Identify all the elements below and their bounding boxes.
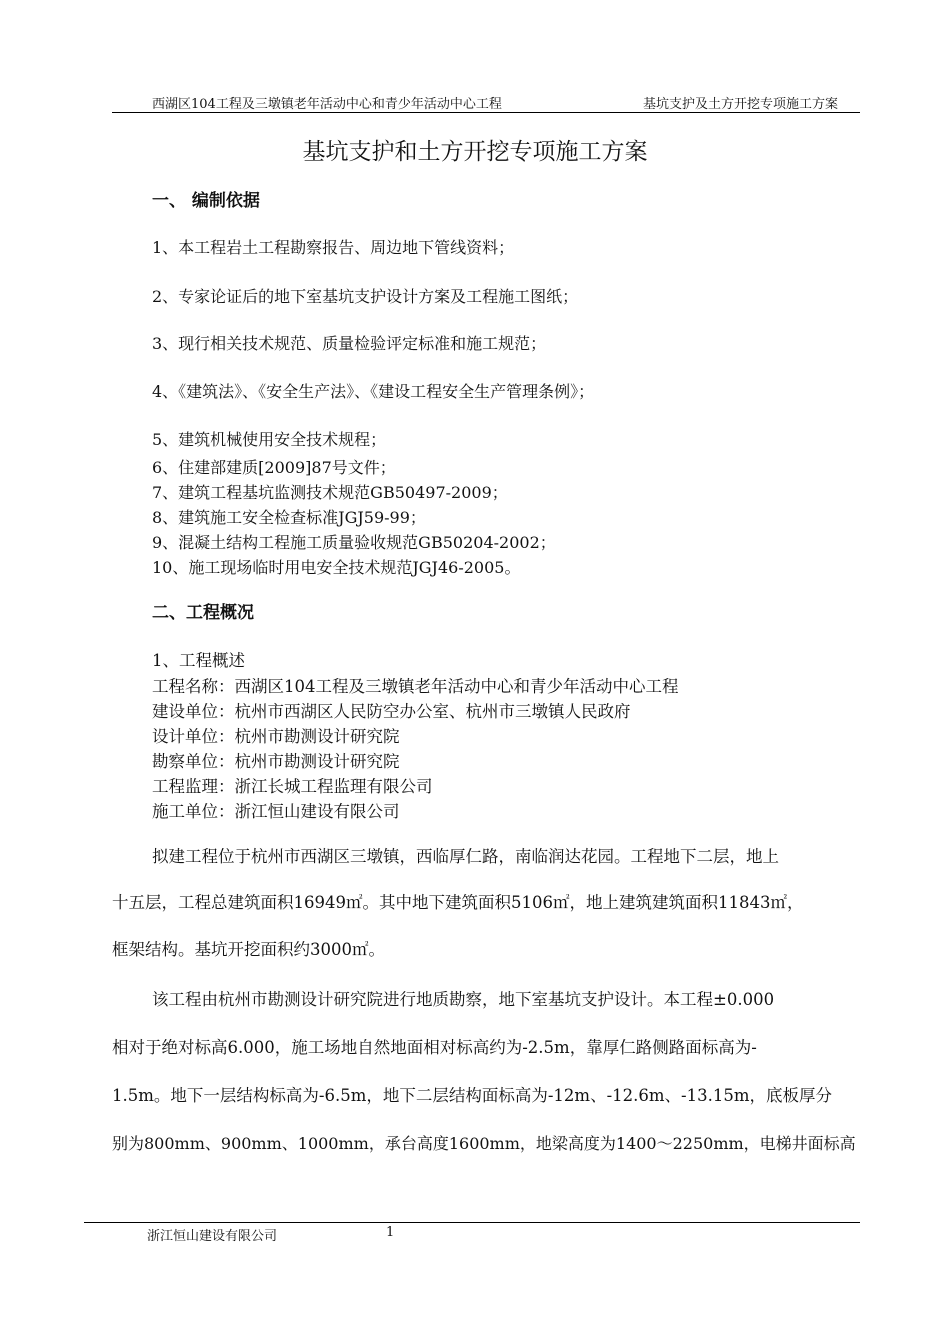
header-project-name: 西湖区104工程及三墩镇老年活动中心和青少年活动中心工程 [152,97,502,112]
paragraph-line: 别为800mm、900mm、1000mm，承台高度1600mm，地梁高度为1400～2250mm，电梯井面标高 [112,1134,856,1153]
page-title: 基坑支护和土方开挖专项施工方案 [302,139,648,165]
paragraph-line: 拟建工程位于杭州市西湖区三墩镇，西临厚仁路，南临润达花园。工程地下二层，地上 [152,847,779,866]
project-info-line: 勘察单位：杭州市勘测设计研究院 [152,752,400,771]
basis-item: 10、施工现场临时用电安全技术规范JGJ46-2005。 [152,558,521,577]
page-number: 1 [386,1225,395,1240]
overview-subheading: 1、工程概述 [152,651,245,670]
paragraph-line: 1.5m。地下一层结构标高为-6.5m，地下二层结构面标高为-12m、-12.6m、-13.15m，底板厚分 [112,1086,832,1105]
section-heading-overview: 二、工程概况 [152,603,254,623]
basis-item: 7、建筑工程基坑监测技术规范GB50497-2009； [152,483,508,502]
paragraph-line: 该工程由杭州市勘测设计研究院进行地质勘察，地下室基坑支护设计。本工程±0.000 [152,990,775,1009]
project-info-line: 设计单位：杭州市勘测设计研究院 [152,727,400,746]
basis-item: 1、本工程岩土工程勘察报告、周边地下管线资料； [152,238,515,257]
footer-divider [84,1222,860,1223]
paragraph-line: 框架结构。基坑开挖面积约3000㎡。 [112,940,385,959]
section-heading-basis: 一、 编制依据 [152,191,260,211]
basis-item: 3、现行相关技术规范、质量检验评定标准和施工规范； [152,334,547,353]
project-info-line: 工程名称：西湖区104工程及三墩镇老年活动中心和青少年活动中心工程 [152,677,679,696]
basis-item: 8、建筑施工安全检查标准JGJ59-99； [152,508,426,527]
basis-item: 5、建筑机械使用安全技术规程； [152,430,387,449]
basis-item: 4、《建筑法》、《安全生产法》、《建设工程安全生产管理条例》； [152,382,595,401]
footer-company: 浙江恒山建设有限公司 [147,1229,278,1244]
paragraph-line: 相对于绝对标高6.000，施工场地自然地面相对标高约为-2.5m，靠厚仁路侧路面标高为- [112,1038,757,1057]
project-info-line: 建设单位：杭州市西湖区人民防空办公室、杭州市三墩镇人民政府 [152,702,631,721]
header-divider [112,112,860,113]
project-info-line: 工程监理：浙江长城工程监理有限公司 [152,777,433,796]
basis-item: 9、混凝土结构工程施工质量验收规范GB50204-2002； [152,533,556,552]
basis-item: 2、专家论证后的地下室基坑支护设计方案及工程施工图纸； [152,287,579,306]
project-info-line: 施工单位：浙江恒山建设有限公司 [152,802,400,821]
header-document-name: 基坑支护及土方开挖专项施工方案 [642,97,838,112]
basis-item: 6、住建部建质[2009]87号文件； [152,458,396,477]
paragraph-line: 十五层，工程总建筑面积16949㎡。其中地下建筑面积5106㎡，地上建筑建筑面积11843㎡， [112,893,804,912]
